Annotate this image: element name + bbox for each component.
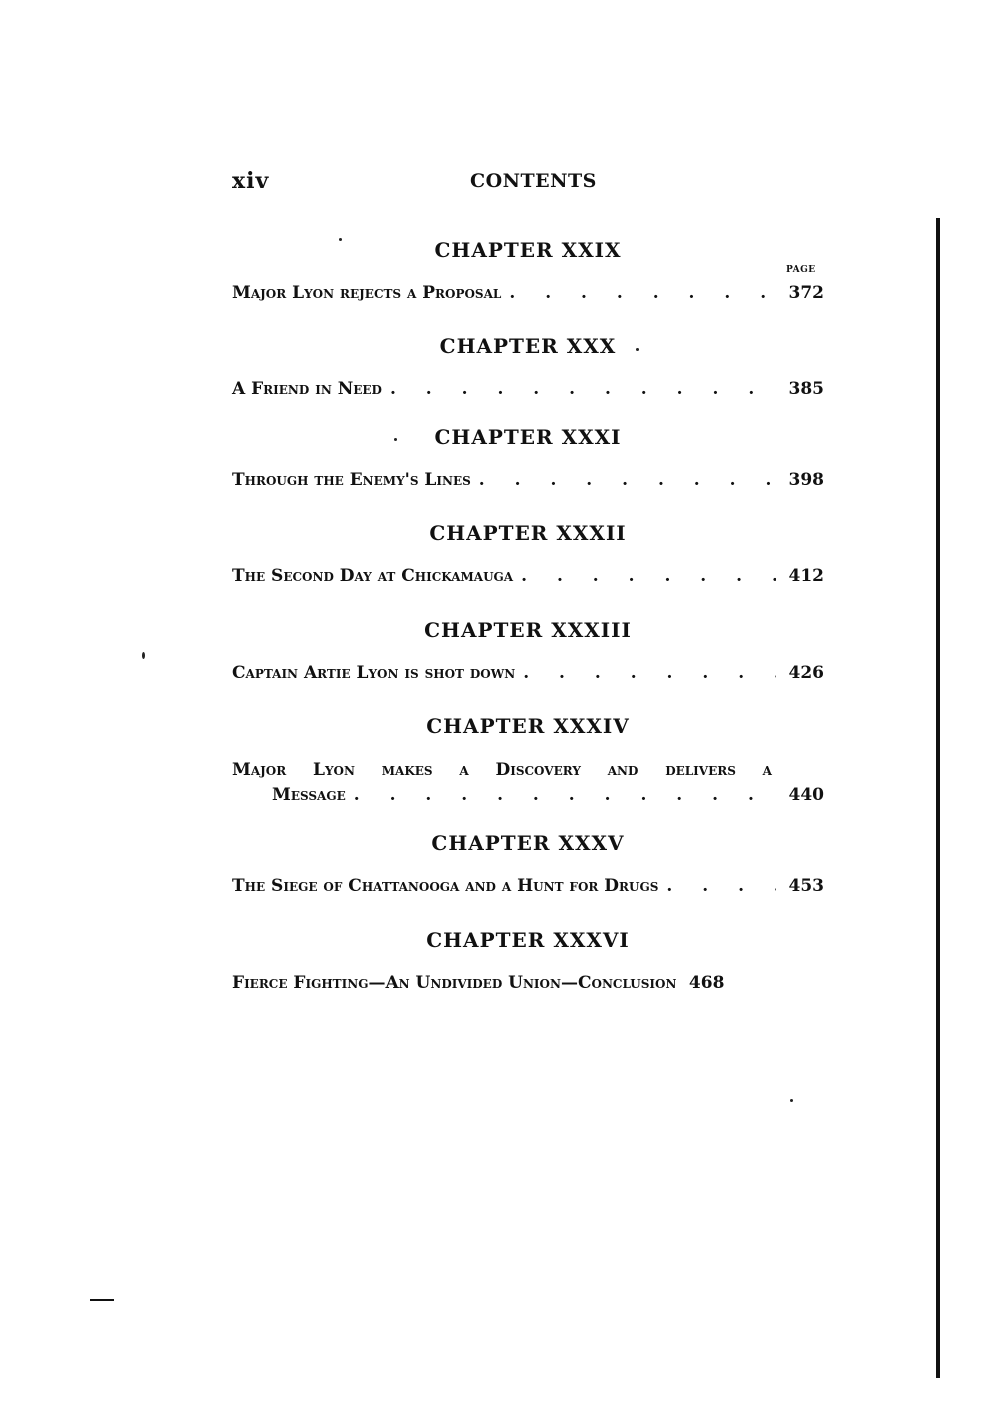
chapter-heading: CHAPTER XXXI: [434, 425, 622, 449]
entry-title: Major Lyon rejects a Proposal: [232, 283, 502, 303]
chapter-heading: CHAPTER XXX: [439, 334, 617, 358]
dot-leader: [658, 874, 776, 899]
toc-entry[interactable]: [232, 971, 824, 996]
scan-speck: [142, 652, 145, 659]
toc-entry[interactable]: [232, 661, 824, 686]
entry-title: Fierce Fighting—An Undivided Union—Conclusion: [232, 973, 677, 993]
entry-page: 398: [788, 470, 824, 490]
dot-leader: [501, 281, 776, 306]
scan-speck: [636, 348, 639, 351]
chapter-heading: CHAPTER XXXIII: [424, 618, 632, 642]
entry-title-line2: Message: [272, 785, 346, 805]
chapter-heading: CHAPTER XXXII: [429, 521, 627, 545]
entry-title: Through the Enemy's Lines: [232, 470, 471, 490]
entry-title: Captain Artie Lyon is shot down: [232, 663, 516, 683]
entry-title: A Friend in Need: [232, 379, 382, 399]
dot-leader: [515, 661, 776, 686]
entry-page: 385: [788, 379, 824, 399]
running-title: CONTENTS: [470, 170, 597, 192]
chapter-heading: CHAPTER XXXIV: [426, 714, 630, 738]
scan-speck: [790, 1099, 793, 1102]
page-number: xiv: [232, 168, 270, 194]
toc-entry[interactable]: [232, 468, 824, 493]
dot-leader: [471, 468, 776, 493]
entry-page: 440: [788, 785, 824, 805]
page-edge-rule: [936, 218, 940, 1378]
chapter-heading: CHAPTER XXXVI: [426, 928, 630, 952]
toc-entry[interactable]: [232, 874, 824, 899]
chapter-heading: CHAPTER XXXV: [431, 831, 625, 855]
entry-page: 372: [788, 283, 824, 303]
entry-page: 426: [788, 663, 824, 683]
dot-leader: [382, 377, 776, 402]
chapter-heading: CHAPTER XXIX: [434, 238, 622, 262]
margin-dash: [90, 1299, 114, 1301]
dot-leader: [513, 564, 776, 589]
dot-leader: [346, 783, 776, 808]
entry-page: 412: [788, 566, 824, 586]
entry-page: 468: [688, 973, 725, 993]
toc-entry[interactable]: [232, 564, 824, 589]
entry-title: The Second Day at Chickamauga: [232, 566, 514, 586]
entry-page: 453: [788, 876, 824, 896]
scan-speck: [339, 238, 342, 241]
scan-speck: [394, 438, 397, 441]
entry-title: The Siege of Chattanooga and a Hunt for Drugs: [232, 876, 659, 896]
entry-title-line1: Major Lyon makes a Discovery and delivers a: [232, 760, 772, 780]
page-column-label: PAGE: [786, 265, 816, 275]
toc-entry[interactable]: [232, 377, 824, 402]
toc-entry[interactable]: [232, 281, 824, 306]
toc-entry[interactable]: [232, 758, 824, 808]
